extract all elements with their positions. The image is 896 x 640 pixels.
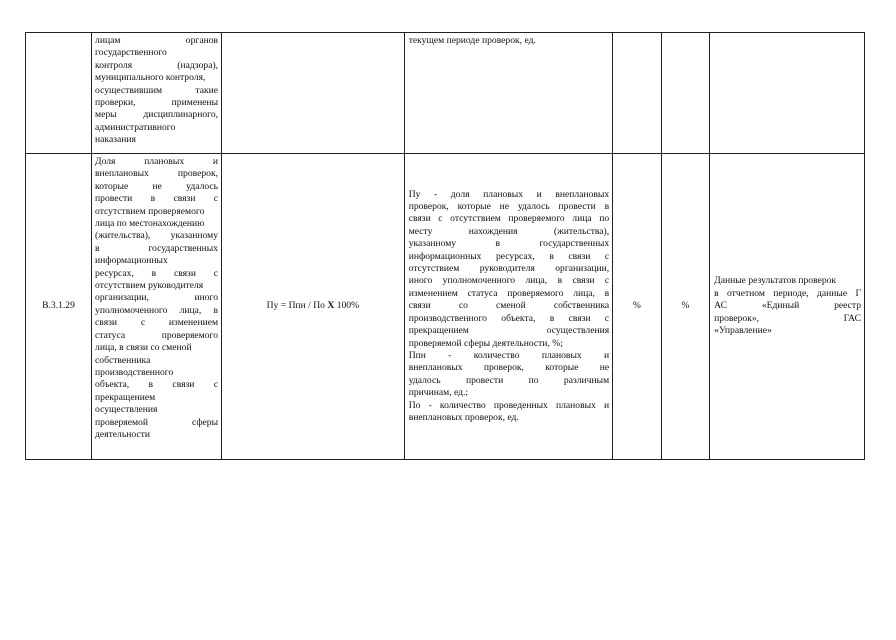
unit-text: % [632, 300, 641, 312]
text-line: (жительства), указанному [95, 230, 219, 242]
text-line: прекращением осуществления [408, 325, 610, 337]
text-line: месту нахождения (жительства), [408, 225, 610, 237]
text-line: внеплановых проверок, [95, 168, 219, 180]
text-line: отсутствием руководителя [95, 280, 204, 292]
indicators-table [25, 32, 865, 460]
text-line: внеплановых проверок, которые не [408, 362, 610, 374]
description-cell [404, 154, 612, 460]
text-line: прекращением [95, 391, 156, 403]
text-line: осуществившим такие [95, 84, 219, 96]
text-line: деятельности [95, 428, 150, 440]
description-cell [404, 33, 612, 154]
text-line: связи с отсутствием проверяемого лица по [408, 213, 610, 225]
text-line: По - количество проведенных плановых и [408, 399, 610, 411]
text-line: лица, в связи со сменой [95, 342, 192, 354]
text-line: проверяемой сферы [95, 416, 219, 428]
text-line: проверок, которые не удалось провести в [408, 201, 610, 213]
text-line: производственного объекта, в связи с [408, 312, 610, 324]
text-line: наказания [95, 134, 136, 146]
text-line: иного уполномоченного лица, в связи с [408, 275, 610, 287]
text-line: указанному в государственных [408, 238, 610, 250]
text-line: удалось провести по различным [408, 374, 610, 386]
source-cell [710, 33, 865, 154]
table-row [26, 154, 865, 460]
unit-cell [613, 33, 662, 154]
text-line: осуществления [95, 404, 158, 416]
text-line: «Управление» [714, 325, 772, 337]
text-line: лица по местонахождению [95, 218, 205, 230]
text-line: в государственных [95, 242, 219, 254]
formula-cell [222, 154, 405, 460]
code-cell [26, 33, 92, 154]
text-line: Данные результатов проверок [714, 275, 837, 287]
unit-cell [661, 154, 710, 460]
unit-cell [661, 33, 710, 154]
indicator-name-cell [92, 33, 222, 154]
source-cell [710, 154, 865, 460]
text-line: Пу - доля плановых и внеплановых [408, 188, 610, 200]
formula-multiply-sign: Х [327, 300, 335, 312]
text-line: организации, иного [95, 292, 219, 304]
text-line: информационных ресурсах, в связи с [408, 250, 610, 262]
text-line: муниципального контроля, [95, 72, 206, 84]
text-line: ресурсах, в связи с [95, 267, 219, 279]
text-line: меры дисциплинарного, [95, 109, 219, 121]
text-line: внеплановых проверок, ед. [408, 411, 519, 423]
text-line: связи со сменой собственника [408, 300, 610, 312]
indicator-code: В.3.1.29 [42, 300, 75, 312]
formula-text: Пу = Ппн / По [266, 300, 328, 312]
text-line: АС «Единый реестр [714, 300, 861, 312]
text-line: отсутствием проверяемого [95, 205, 205, 217]
text-line: в отчетном периоде, данные Г [714, 287, 861, 299]
text-line: контроля (надзора), [95, 59, 219, 71]
text-line: проверок», ГАС [714, 312, 861, 324]
text-line: провести в связи с [95, 193, 219, 205]
table-row [26, 33, 865, 154]
text-line: государственного [95, 47, 167, 59]
text-line: информационных [95, 255, 168, 267]
text-line: Ппн - количество плановых и [408, 349, 610, 361]
unit-text: % [681, 300, 690, 312]
indicator-name-cell [92, 154, 222, 460]
text-line: отсутствием руководителя организации, [408, 263, 610, 275]
text-line: объекта, в связи с [95, 379, 219, 391]
text-line: административного [95, 121, 176, 133]
text-line: изменением статуса проверяемого лица, в [408, 287, 610, 299]
text-line: Доля плановых и [95, 156, 219, 167]
text-line: уполномоченного лица, в [95, 304, 219, 316]
text-line: проверяемой сферы деятельности, %; [408, 337, 563, 349]
text-line: причинам, ед.; [408, 387, 469, 399]
text-line: которые не удалось [95, 180, 219, 192]
code-cell [26, 154, 92, 460]
text-line: проверки, применены [95, 97, 219, 109]
formula-text: 100% [334, 300, 360, 312]
text-line: статуса проверяемого [95, 329, 219, 341]
text-line: производственного [95, 366, 174, 378]
formula-cell [222, 33, 405, 154]
text-line: связи с изменением [95, 317, 219, 329]
text-line: собственника [95, 354, 151, 366]
description-text: текущем периоде проверок, ед. [408, 35, 536, 46]
unit-cell [613, 154, 662, 460]
text-line: лицам органов [95, 35, 219, 46]
